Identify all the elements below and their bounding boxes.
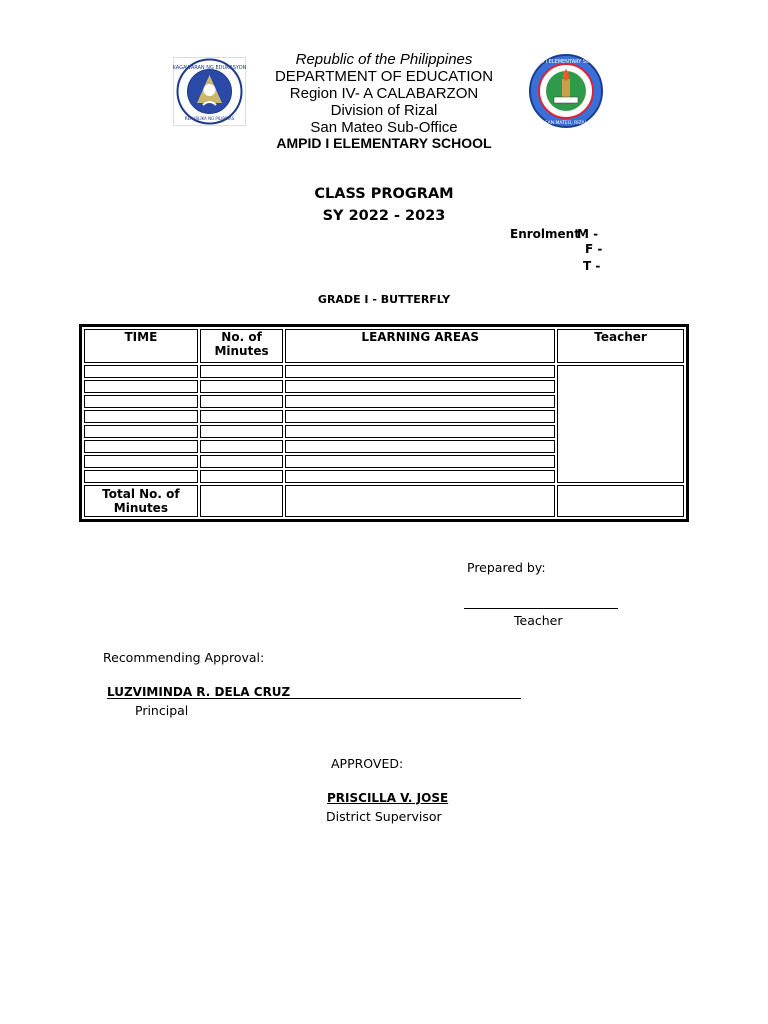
- region-line: Region IV- A CALABARZON: [289, 85, 479, 102]
- total-learning-area-cell[interactable]: [285, 485, 555, 517]
- time-cell[interactable]: [84, 425, 198, 438]
- school-seal-text: AMPID I ELEMENTARY SCHOOL: [528, 59, 604, 65]
- school-name: AMPID I ELEMENTARY SCHOOL: [276, 135, 492, 151]
- minutes-cell[interactable]: [200, 380, 284, 393]
- class-program-table: [79, 324, 689, 522]
- enrolment-m: M -: [577, 227, 599, 241]
- supervisor-name: PRISCILLA V. JOSE: [327, 791, 449, 805]
- recommending-approval-label: Recommending Approval:: [103, 650, 265, 665]
- principal-role: Principal: [135, 703, 189, 718]
- minutes-cell[interactable]: [200, 365, 284, 378]
- learning-area-cell[interactable]: [285, 380, 555, 393]
- header-teacher: Teacher: [557, 329, 684, 363]
- total-row: [84, 485, 684, 517]
- time-cell[interactable]: [84, 365, 198, 378]
- minutes-cell[interactable]: [200, 395, 284, 408]
- minutes-cell[interactable]: [200, 440, 284, 453]
- division-line: Division of Rizal: [330, 102, 438, 119]
- time-cell[interactable]: [84, 380, 198, 393]
- enrolment-f: F -: [585, 242, 603, 256]
- header-learning-areas: LEARNING AREAS: [285, 329, 555, 363]
- grade-section: GRADE I - BUTTERFLY: [317, 293, 451, 306]
- supervisor-role: District Supervisor: [326, 809, 442, 824]
- time-cell[interactable]: [84, 455, 198, 468]
- teacher-role: Teacher: [514, 613, 563, 628]
- time-cell[interactable]: [84, 470, 198, 483]
- total-label: Total No. of Minutes: [84, 485, 198, 517]
- learning-area-cell[interactable]: [285, 410, 555, 423]
- deped-seal-bottom: REPUBLIKA NG PILIPINAS: [184, 116, 235, 121]
- learning-area-cell[interactable]: [285, 470, 555, 483]
- header-time: TIME: [84, 329, 198, 363]
- table-header-row: [84, 329, 684, 363]
- learning-area-cell[interactable]: [285, 455, 555, 468]
- sub-office-line: San Mateo Sub-Office: [310, 119, 458, 136]
- prepared-by-label: Prepared by:: [467, 560, 546, 575]
- school-seal-bottom: SAN MATEO, RIZAL: [544, 121, 588, 126]
- principal-signature-line: [107, 698, 521, 699]
- approved-label: APPROVED:: [331, 756, 404, 771]
- learning-area-cell[interactable]: [285, 425, 555, 438]
- class-program-title: CLASS PROGRAM: [314, 186, 454, 202]
- learning-area-cell[interactable]: [285, 440, 555, 453]
- republic-line: Republic of the Philippines: [295, 51, 473, 68]
- total-minutes-cell[interactable]: [200, 485, 284, 517]
- deped-seal-text: KAGAWARAN NG EDUKASYON: [173, 65, 246, 71]
- minutes-cell[interactable]: [200, 425, 284, 438]
- learning-area-cell[interactable]: [285, 395, 555, 408]
- school-year: SY 2022 - 2023: [322, 208, 446, 224]
- time-cell[interactable]: [84, 395, 198, 408]
- time-cell[interactable]: [84, 410, 198, 423]
- teacher-cell[interactable]: [557, 365, 684, 483]
- learning-area-cell[interactable]: [285, 365, 555, 378]
- time-cell[interactable]: [84, 440, 198, 453]
- minutes-cell[interactable]: [200, 455, 284, 468]
- table-row: [84, 365, 684, 378]
- teacher-signature-line: [464, 608, 618, 609]
- enrolment-label: Enrolment: [510, 227, 580, 241]
- minutes-cell[interactable]: [200, 470, 284, 483]
- total-teacher-cell[interactable]: [557, 485, 684, 517]
- department-line: DEPARTMENT OF EDUCATION: [274, 68, 494, 85]
- enrolment-t: T -: [583, 259, 601, 273]
- principal-name: LUZVIMINDA R. DELA CRUZ: [107, 685, 291, 699]
- header-minutes: No. of Minutes: [200, 329, 284, 363]
- minutes-cell[interactable]: [200, 410, 284, 423]
